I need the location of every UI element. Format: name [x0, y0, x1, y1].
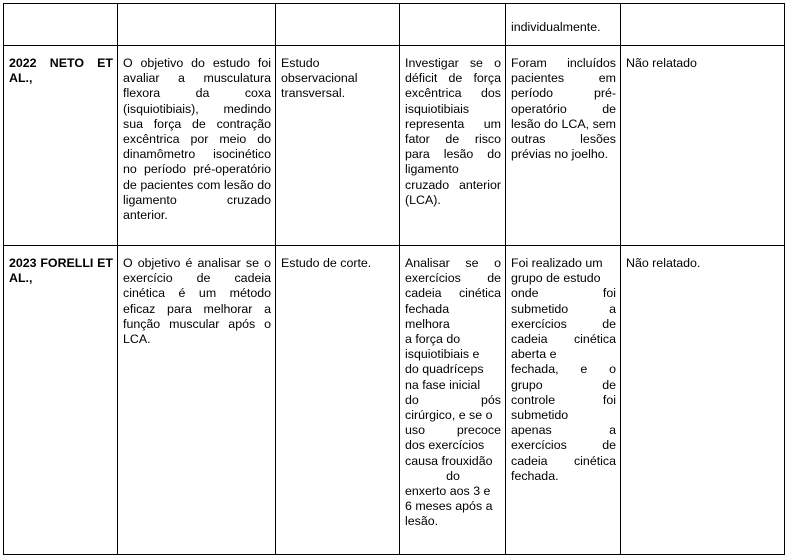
cell-study: 2022 NETO ET AL.,: [4, 46, 118, 246]
studies-table: [3, 3, 785, 555]
aim-line: fechada: [405, 301, 450, 316]
cell-objective: [118, 4, 276, 46]
aim-line: exercícios de: [405, 271, 501, 286]
cell-objective: O objetivo do estudo foi avaliar a musculatura flexora da coxa (isquiotibiais), medindo sua força de contração excêntrica por meio do dinamômetro isocinético no período pré-operatório de pacientes com lesão do ligamento cruzado anterior.: [118, 46, 276, 246]
sample-line: apenas a: [511, 423, 616, 438]
sample-line: cadeia cinética: [511, 332, 616, 347]
sample-line: submetido: [511, 408, 569, 423]
cell-objective: O objetivo é analisar se o exercício de cadeia cinética é um método eficaz para melhorar a função muscular após o LCA.: [118, 246, 276, 555]
sample-line: Foi realizado um: [511, 256, 603, 270]
cell-aim: [400, 246, 506, 555]
table-row-neto: [4, 46, 785, 246]
cell-sample: individualmente.: [506, 4, 621, 46]
sample-line: exercícios de: [511, 316, 616, 331]
table-row-continuation: [4, 4, 785, 46]
aim-line: do: [446, 468, 460, 483]
table-row-forelli: [4, 246, 785, 555]
cell-design: Estudo observacional transversal.: [276, 46, 400, 246]
aim-line: Analisar se o: [405, 256, 501, 270]
aim-line: enxerto aos 3 e: [405, 484, 491, 499]
sample-line: onde foi: [511, 286, 616, 301]
cell-aim: [400, 4, 506, 46]
sample-line: exercícios de: [511, 438, 616, 453]
aim-line: do pós: [405, 392, 501, 407]
cell-sample: [506, 246, 621, 555]
sample-line: grupo de estudo: [511, 271, 601, 286]
cell-sample: Foram incluídos pacientes em período pré-operatório de lesão do LCA, sem outras lesões prévias no joelho.: [506, 46, 621, 246]
sample-line: controle foi: [511, 392, 616, 407]
aim-line: 6 meses após a: [405, 499, 493, 514]
sample-line: submetido a: [511, 301, 616, 316]
aim-line: cadeia cinética: [405, 286, 501, 301]
sample-line: fechada, e o: [511, 362, 616, 377]
cell-design: Estudo de corte.: [276, 246, 400, 555]
aim-line: na fase inicial: [405, 377, 481, 392]
sample-line: fechada.: [511, 468, 559, 483]
sample-line: grupo de: [511, 377, 616, 392]
aim-line: lesão.: [405, 514, 439, 529]
aim-line: dos exercícios: [405, 438, 485, 453]
sample-line: cadeia cinética: [511, 453, 616, 468]
cell-design: [276, 4, 400, 46]
aim-line: a força do: [405, 332, 461, 347]
aim-line: melhora: [405, 316, 450, 331]
cell-study: [4, 4, 118, 46]
aim-line: isquiotibiais e: [405, 347, 480, 362]
aim-line: cirúrgico, e se o: [405, 408, 493, 423]
cell-result: [621, 4, 785, 46]
cell-aim: Investigar se o déficit de força excêntrica dos isquiotibiais representa um fator de risco para lesão do ligamento cruzado anterior (LCA).: [400, 46, 506, 246]
aim-line: causa frouxidão: [405, 453, 493, 468]
sample-line: aberta e: [511, 347, 557, 362]
cell-study: 2023 FORELLI ET AL.,: [4, 246, 118, 555]
cell-result: Não relatado.: [621, 246, 785, 555]
aim-line: uso precoce: [405, 423, 501, 438]
cell-result: Não relatado: [621, 46, 785, 246]
aim-line: do quadríceps: [405, 362, 484, 377]
